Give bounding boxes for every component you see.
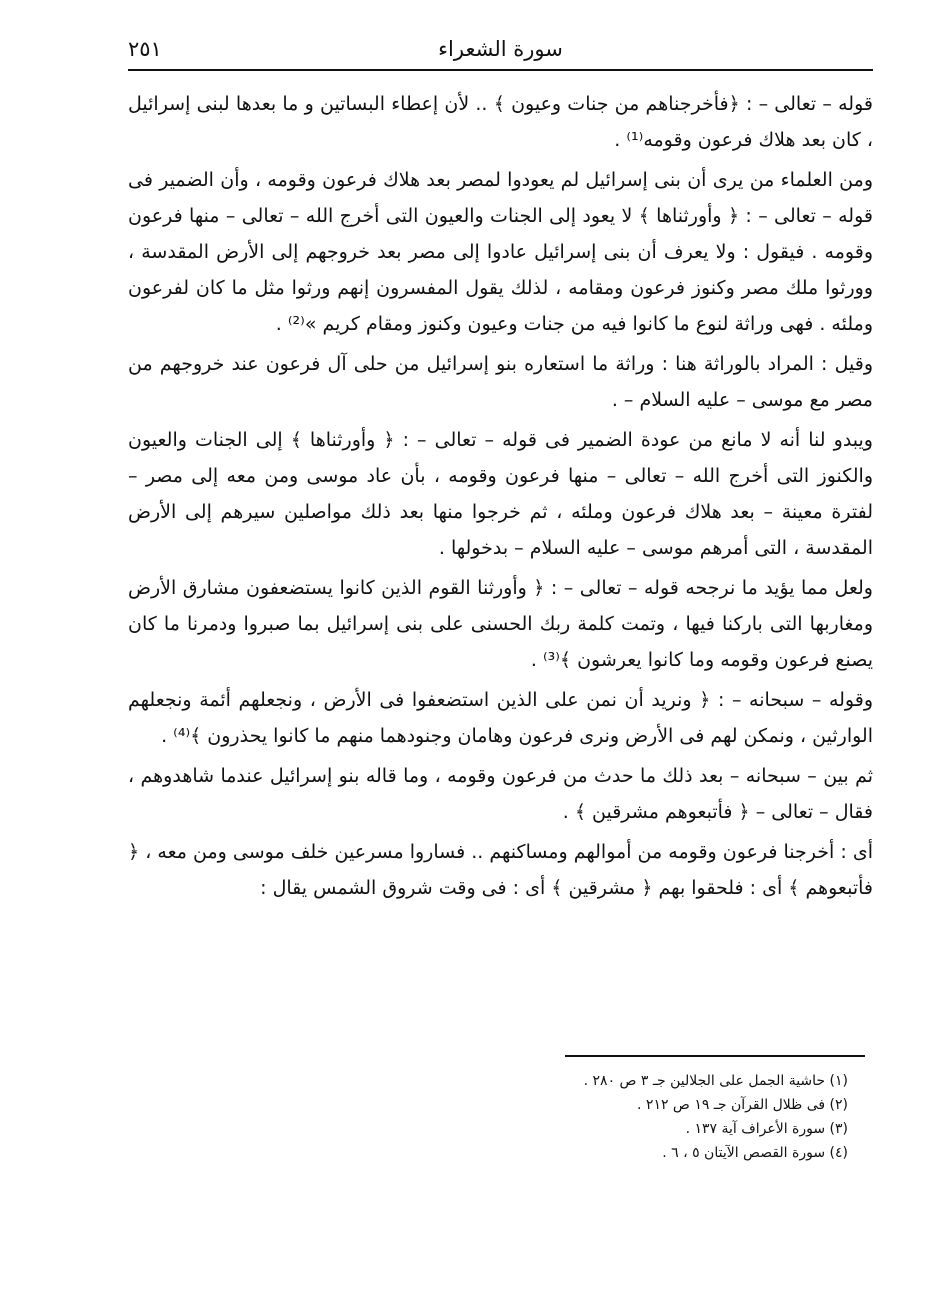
header-divider [128, 69, 873, 71]
paragraph: ولعل مما يؤيد ما نرجحه قوله – تعالى – : ﴿ وأورثنا القوم الذين كانوا يستضعفون مشارق الأرض ومغاربها التى باركنا فيها ، وتمت كلمة ربك الحسنى على بنى إسرائيل بما صبروا ودمرنا ما كان يصنع فرعون وقومه وما كانوا يعرشون ﴾⁽³⁾ . [128, 577, 873, 671]
paragraph: وقوله – سبحانه – : ﴿ ونريد أن نمن على الذين استضعفوا فى الأرض ، ونجعلهم أئمة ونجعلهم الوارثين ، ونمكن لهم فى الأرض ونرى فرعون وهامان وجنودهما منهم ما كانوا يحذرون ﴾⁽⁴⁾ . [128, 689, 873, 747]
footnote-divider [565, 1055, 865, 1057]
paragraph: ويبدو لنا أنه لا مانع من عودة الضمير فى قوله – تعالى – : ﴿ وأورثناها ﴾ إلى الجنات والعيون والكنوز التى أخرج الله – تعالى – منها فرعون وقومه ، بأن عاد موسى ومن معه إلى مصر – لفترة معينة – بعد هلاك فرعون وملئه ، ثم خرجوا منها بعد ذلك مواصلين سيرهم إلى الأرض المقدسة ، التى أمرهم موسى – عليه السلام – بدخولها . [128, 429, 873, 559]
footnote: (١) حاشية الجمل على الجلالين جـ ٣ ص ٢٨٠ . [583, 1073, 848, 1089]
footnotes [128, 1069, 848, 1165]
paragraph: قوله – تعالى – : ﴿فأخرجناهم من جنات وعيون ﴾ .. لأن إعطاء البساتين و ما بعدها لبنى إسرائيل ، كان بعد هلاك فرعون وقومه⁽¹⁾ . [128, 93, 873, 151]
footnote: (٣) سورة الأعراف آية ١٣٧ . [685, 1121, 848, 1137]
page-number: ٢٥١ [128, 37, 162, 61]
footnote: (٢) فى ظلال القرآن جـ ١٩ ص ٢١٢ . [637, 1097, 848, 1113]
page-header [128, 30, 873, 70]
paragraph: ومن العلماء من يرى أن بنى إسرائيل لم يعودوا لمصر بعد هلاك فرعون وقومه ، وأن الضمير فى قوله – تعالى – : ﴿ وأورثناها ﴾ لا يعود إلى الجنات والعيون التى أخرج الله – تعالى – منها فرعون وقومه . فيقول : ولا يعرف أن بنى إسرائيل عادوا إلى مصر بعد خروجهم إلى الأرض المقدسة ، وورثوا ملك مصر وكنوز فرعون ومقامه ، لذلك يقول المفسرون إنهم ورثوا مثل ما كان لفرعون وملئه . فهى وراثة لنوع ما كانوا فيه من جنات وعيون وكنوز ومقام كريم »⁽²⁾ . [128, 169, 873, 335]
paragraph: أى : أخرجنا فرعون وقومه من أموالهم ومساكنهم .. فساروا مسرعين خلف موسى ومن معه ، ﴿ فأتبعوهم ﴾ أى : فلحقوا بهم ﴿ مشرقين ﴾ أى : فى وقت شروق الشمس يقال : [128, 841, 873, 899]
paragraph: وقيل : المراد بالوراثة هنا : وراثة ما استعاره بنو إسرائيل من حلى آل فرعون عند خروجهم من مصر مع موسى – عليه السلام – . [128, 353, 873, 411]
footnote: (٤) سورة القصص الآيتان ٥ ، ٦ . [662, 1145, 848, 1161]
main-text [128, 86, 873, 910]
surah-title: سورة الشعراء [438, 37, 563, 61]
paragraph: ثم بين – سبحانه – بعد ذلك ما حدث من فرعون وقومه ، وما قاله بنو إسرائيل عندما شاهدوهم ، فقال – تعالى – ﴿ فأتبعوهم مشرقين ﴾ . [128, 765, 873, 823]
